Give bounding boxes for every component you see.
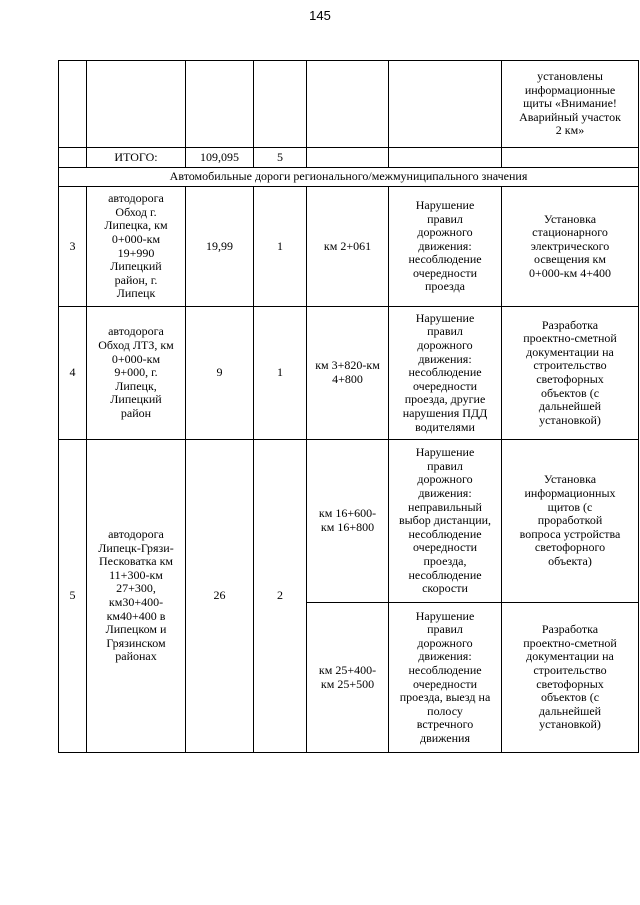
violation-cell: Нарушение правил дорожного движения: неправильный выбор дистанции, несоблюдение очередности проезда, несоблюдение скорости: [389, 440, 502, 603]
site-location: км 3+820-км 4+800: [307, 307, 389, 440]
violation-cell: Нарушение правил дорожного движения: несоблюдение очередности проезда, выезд на полосу встречного движения: [389, 603, 502, 753]
total-count: 5: [254, 148, 307, 168]
site-count: 2: [254, 440, 307, 753]
total-row: [59, 148, 639, 168]
site-count: 1: [254, 307, 307, 440]
continuation-row: [59, 61, 639, 148]
violation-cell: Нарушение правил дорожного движения: несоблюдение очередности проезда, другие нарушения ПДД водителями: [389, 307, 502, 440]
road-safety-table: [58, 60, 639, 753]
cell-empty: [186, 61, 254, 148]
measures-cell: установлены информационные щиты «Внимание! Аварийный участок 2 км»: [502, 61, 639, 148]
road-length: 19,99: [186, 187, 254, 307]
site-location: км 2+061: [307, 187, 389, 307]
road-name: автодорога Обход ЛТЗ, км 0+000-км 9+000, г. Липецк, Липецкий район: [87, 307, 186, 440]
cell-empty: [59, 61, 87, 148]
cell-empty: [389, 148, 502, 168]
total-label: ИТОГО:: [87, 148, 186, 168]
page-number: 145: [309, 8, 331, 23]
cell-empty: [502, 148, 639, 168]
cell-empty: [307, 61, 389, 148]
site-location: км 25+400- км 25+500: [307, 603, 389, 753]
road-name: автодорога Обход г. Липецка, км 0+000-км 19+990 Липецкий район, г. Липецк: [87, 187, 186, 307]
total-length: 109,095: [186, 148, 254, 168]
section-header: Автомобильные дороги регионального/межмуниципального значения: [59, 168, 639, 187]
cell-empty: [59, 148, 87, 168]
row-number: 5: [59, 440, 87, 753]
measures-cell: Установка информационных щитов (с проработкой вопроса устройства светофорного объекта): [502, 440, 639, 603]
site-location: км 16+600- км 16+800: [307, 440, 389, 603]
measures-cell: Установка стационарного электрического освещения км 0+000-км 4+400: [502, 187, 639, 307]
road-length: 9: [186, 307, 254, 440]
road-name: автодорога Липецк-Грязи- Песковатка км 11+300-км 27+300, км30+400- км40+400 в Липецком и Грязинском районах: [87, 440, 186, 753]
table-row: [59, 440, 639, 603]
violation-cell: Нарушение правил дорожного движения: несоблюдение очередности проезда: [389, 187, 502, 307]
table-row: [59, 187, 639, 307]
cell-empty: [254, 61, 307, 148]
cell-empty: [389, 61, 502, 148]
measures-cell: Разработка проектно-сметной документации на строительство светофорных объектов (с дальнейшей установкой): [502, 307, 639, 440]
row-number: 3: [59, 187, 87, 307]
cell-empty: [307, 148, 389, 168]
row-number: 4: [59, 307, 87, 440]
measures-cell: Разработка проектно-сметной документации на строительство светофорных объектов (с дальнейшей установкой): [502, 603, 639, 753]
road-length: 26: [186, 440, 254, 753]
section-header-row: [59, 168, 639, 187]
site-count: 1: [254, 187, 307, 307]
cell-empty: [87, 61, 186, 148]
table-row: [59, 307, 639, 440]
